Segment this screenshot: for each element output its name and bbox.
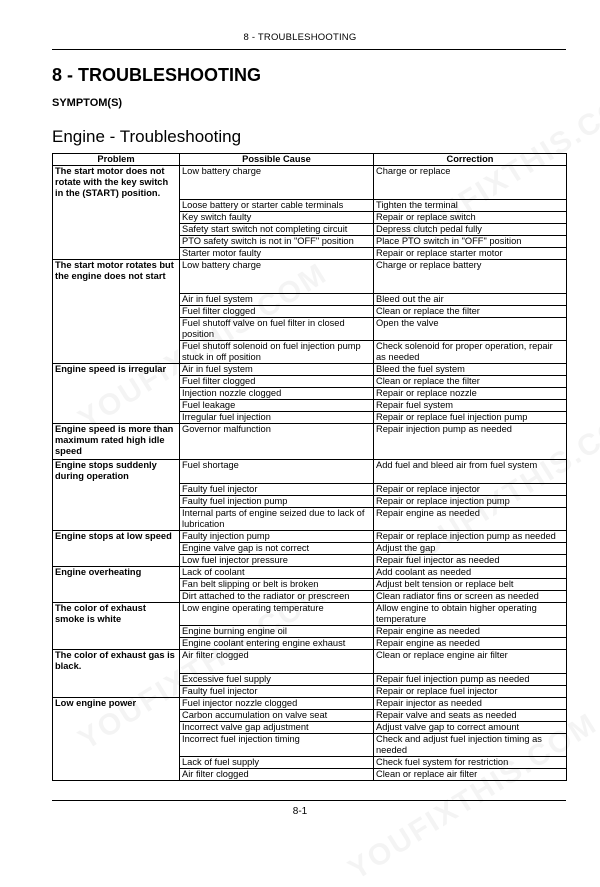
cause-cell: Air filter clogged (180, 769, 374, 781)
table-row (53, 698, 567, 710)
header-possible-cause: Possible Cause (180, 154, 374, 166)
correction-cell: Repair or replace switch (374, 212, 567, 224)
table-row (53, 166, 567, 200)
cause-cell: Governor malfunction (180, 424, 374, 460)
problem-cell: The color of exhaust smoke is white (53, 603, 180, 650)
correction-cell: Repair or replace injection pump as needed (374, 531, 567, 543)
correction-cell: Place PTO switch in "OFF" position (374, 236, 567, 248)
correction-cell: Check and adjust fuel injection timing as needed (374, 734, 567, 757)
cause-cell: Starter motor faulty (180, 248, 374, 260)
cause-cell: Low fuel injector pressure (180, 555, 374, 567)
problem-cell: Engine stops suddenly during operation (53, 460, 180, 531)
correction-cell: Repair injection pump as needed (374, 424, 567, 460)
table-row (53, 424, 567, 460)
correction-cell: Clean radiator fins or screen as needed (374, 591, 567, 603)
table-row (53, 460, 567, 484)
footer-rule (52, 800, 566, 801)
correction-cell: Repair or replace injection pump (374, 496, 567, 508)
correction-cell: Repair or replace nozzle (374, 388, 567, 400)
correction-cell: Repair or replace starter motor (374, 248, 567, 260)
cause-cell: Safety start switch not completing circuit (180, 224, 374, 236)
problem-cell: The color of exhaust gas is black. (53, 650, 180, 698)
correction-cell: Repair or replace fuel injector (374, 686, 567, 698)
correction-cell: Clean or replace air filter (374, 769, 567, 781)
cause-cell: Engine coolant entering engine exhaust (180, 638, 374, 650)
correction-cell: Repair fuel system (374, 400, 567, 412)
correction-cell: Adjust the gap (374, 543, 567, 555)
correction-cell: Repair or replace fuel injection pump (374, 412, 567, 424)
cause-cell: Key switch faulty (180, 212, 374, 224)
table-row (53, 603, 567, 626)
correction-cell: Repair injector as needed (374, 698, 567, 710)
table-row (53, 531, 567, 543)
cause-cell: Fan belt slipping or belt is broken (180, 579, 374, 591)
cause-cell: Air in fuel system (180, 294, 374, 306)
cause-cell: Faulty fuel injector (180, 484, 374, 496)
cause-cell: Irregular fuel injection (180, 412, 374, 424)
troubleshooting-table (52, 153, 567, 781)
correction-cell: Charge or replace (374, 166, 567, 200)
cause-cell: Air in fuel system (180, 364, 374, 376)
problem-cell: Engine speed is more than maximum rated high idle speed (53, 424, 180, 460)
problem-cell: The start motor rotates but the engine does not start (53, 260, 180, 364)
correction-cell: Clean or replace the filter (374, 376, 567, 388)
table-row (53, 364, 567, 376)
cause-cell: Incorrect valve gap adjustment (180, 722, 374, 734)
section-label: SYMPTOM(S) (52, 97, 123, 109)
problem-cell: Engine overheating (53, 567, 180, 603)
chapter-title: 8 - TROUBLESHOOTING (52, 65, 262, 85)
cause-cell: Fuel leakage (180, 400, 374, 412)
cause-cell: Faulty fuel injection pump (180, 496, 374, 508)
correction-cell: Clean or replace the filter (374, 306, 567, 318)
cause-cell: Internal parts of engine seized due to lack of lubrication (180, 508, 374, 531)
cause-cell: Engine valve gap is not correct (180, 543, 374, 555)
correction-cell: Repair engine as needed (374, 626, 567, 638)
header-correction: Correction (374, 154, 567, 166)
correction-cell: Repair engine as needed (374, 638, 567, 650)
header-rule (52, 49, 566, 50)
running-header: 8 - TROUBLESHOOTING (243, 32, 357, 43)
correction-cell: Adjust belt tension or replace belt (374, 579, 567, 591)
cause-cell: PTO safety switch is not in "OFF" position (180, 236, 374, 248)
table-row (53, 567, 567, 579)
correction-cell: Allow engine to obtain higher operating temperature (374, 603, 567, 626)
correction-cell: Bleed the fuel system (374, 364, 567, 376)
cause-cell: Low engine operating temperature (180, 603, 374, 626)
cause-cell: Fuel shortage (180, 460, 374, 484)
correction-cell: Check solenoid for proper operation, repair as needed (374, 341, 567, 364)
correction-cell: Bleed out the air (374, 294, 567, 306)
cause-cell: Dirt attached to the radiator or prescreen (180, 591, 374, 603)
table-row (53, 260, 567, 294)
table-row (53, 650, 567, 674)
cause-cell: Loose battery or starter cable terminals (180, 200, 374, 212)
correction-cell: Charge or replace battery (374, 260, 567, 294)
correction-cell: Add fuel and bleed air from fuel system (374, 460, 567, 484)
cause-cell: Air filter clogged (180, 650, 374, 674)
correction-cell: Repair fuel injector as needed (374, 555, 567, 567)
correction-cell: Repair engine as needed (374, 508, 567, 531)
cause-cell: Faulty fuel injector (180, 686, 374, 698)
cause-cell: Lack of fuel supply (180, 757, 374, 769)
cause-cell: Fuel shutoff valve on fuel filter in closed position (180, 318, 374, 341)
correction-cell: Clean or replace engine air filter (374, 650, 567, 674)
correction-cell: Repair or replace injector (374, 484, 567, 496)
cause-cell: Low battery charge (180, 260, 374, 294)
cause-cell: Carbon accumulation on valve seat (180, 710, 374, 722)
problem-cell: Engine stops at low speed (53, 531, 180, 567)
correction-cell: Tighten the terminal (374, 200, 567, 212)
correction-cell: Repair fuel injection pump as needed (374, 674, 567, 686)
cause-cell: Lack of coolant (180, 567, 374, 579)
correction-cell: Repair valve and seats as needed (374, 710, 567, 722)
cause-cell: Excessive fuel supply (180, 674, 374, 686)
problem-cell: Low engine power (53, 698, 180, 781)
table-body (53, 166, 567, 781)
subsection-title: Engine - Troubleshooting (52, 127, 242, 146)
header-problem: Problem (53, 154, 180, 166)
cause-cell: Faulty injection pump (180, 531, 374, 543)
cause-cell: Injection nozzle clogged (180, 388, 374, 400)
correction-cell: Check fuel system for restriction (374, 757, 567, 769)
table-header-row (53, 154, 567, 166)
cause-cell: Fuel injector nozzle clogged (180, 698, 374, 710)
cause-cell: Fuel filter clogged (180, 376, 374, 388)
cause-cell: Fuel shutoff solenoid on fuel injection pump stuck in off position (180, 341, 374, 364)
correction-cell: Depress clutch pedal fully (374, 224, 567, 236)
cause-cell: Low battery charge (180, 166, 374, 200)
correction-cell: Add coolant as needed (374, 567, 567, 579)
problem-cell: Engine speed is irregular (53, 364, 180, 424)
problem-cell: The start motor does not rotate with the key switch in the (START) position. (53, 166, 180, 260)
cause-cell: Engine burning engine oil (180, 626, 374, 638)
correction-cell: Adjust valve gap to correct amount (374, 722, 567, 734)
page-number: 8-1 (292, 806, 308, 817)
cause-cell: Incorrect fuel injection timing (180, 734, 374, 757)
cause-cell: Fuel filter clogged (180, 306, 374, 318)
correction-cell: Open the valve (374, 318, 567, 341)
